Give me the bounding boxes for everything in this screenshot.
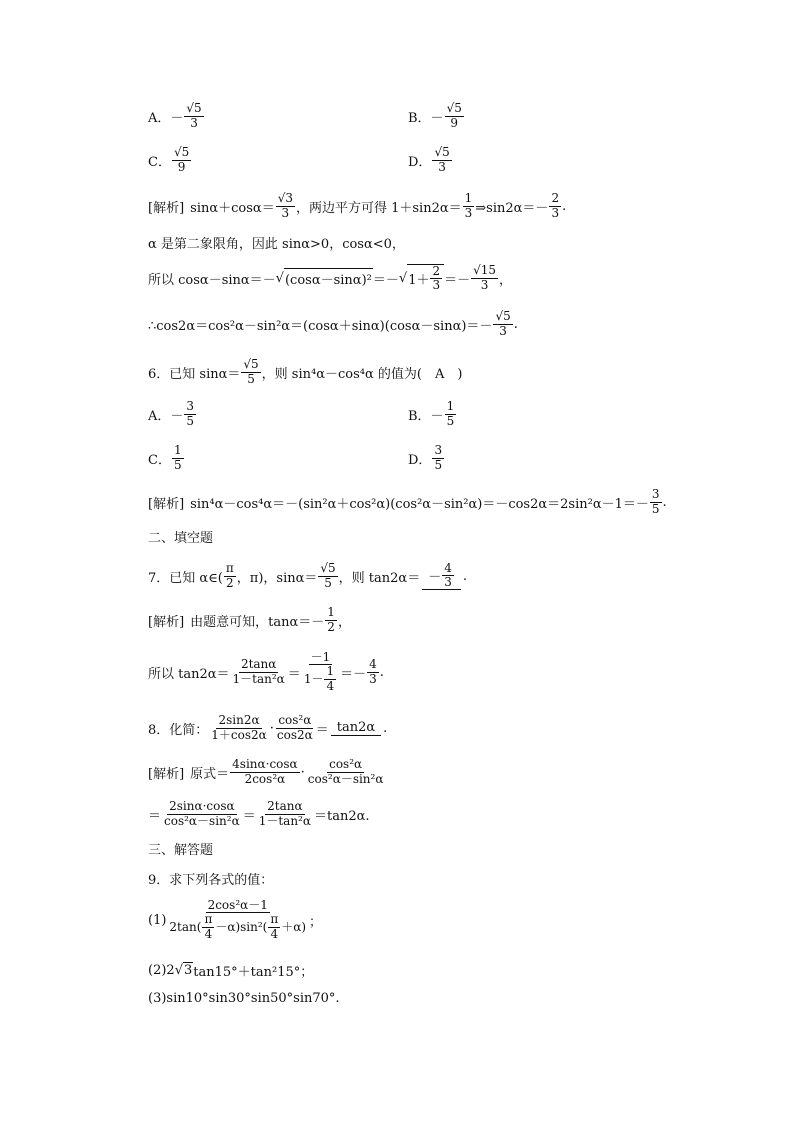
q5-solution-line3: 所以 cosα－sinα＝－ √ (cosα－sinα)² ＝－ √ 1＋ $\frac{2}{3}$ ＝－ $\frac{√15}{3}$ ， bbox=[148, 263, 513, 292]
q5-option-b: B．－ $\frac{√5}{9}$ bbox=[408, 101, 462, 130]
analysis-tag: [解析] bbox=[148, 200, 185, 216]
analysis-tag: [解析] bbox=[148, 766, 185, 782]
q8-solution-line1: [解析] 原式＝ $\frac{4\sin\alpha\cdot\cos\alpha}{\text{2cos²α}}$ · $\frac{\text{cos²α}}{\text{cos²α－sin²α}}$ bbox=[148, 757, 384, 786]
square-root: √ 3 bbox=[174, 962, 193, 978]
fraction: $\frac{\pi}{2}$ bbox=[225, 561, 234, 590]
fraction: $\frac{1}{5}$ bbox=[173, 443, 182, 472]
q6-solution: [解析] sin⁴α－cos⁴α＝－(sin²α＋cos²α)(cos²α－sin²α)＝－cos2α＝2sin²α－1＝－ $\frac{3}{5}$ . bbox=[148, 487, 667, 516]
fraction: $\frac{\pi}{4}$ bbox=[204, 912, 213, 941]
square-root: √ (cosα－sinα)² bbox=[276, 268, 373, 288]
fraction: $\frac{1}{4}$ bbox=[326, 664, 335, 693]
q7-solution-line2: 所以 tan2α＝ $\frac{2\tan\alpha}{\text{1－tan²α}}$ ＝ －1 1－ $\frac{1}{4}$ ＝－ $\frac{4}{3}$ . bbox=[148, 650, 384, 693]
fraction: $\frac{√5}{3}$ bbox=[434, 145, 450, 174]
fraction: $\frac{√5}{9}$ bbox=[446, 101, 462, 130]
q9-part2: (2)2 √ 3 tan15°＋tan²15°； bbox=[148, 962, 314, 980]
q5-solution-line4: ∴cos2α＝cos²α－sin²α＝(cosα＋sinα)(cosα－sinα)＝－ $\frac{√5}{3}$ . bbox=[148, 309, 518, 338]
fraction: $\frac{3}{5}$ bbox=[434, 443, 443, 472]
fraction: $\frac{4}{3}$ bbox=[369, 657, 377, 686]
fraction: $\frac{2\tan\alpha}{\text{1－tan²α}}$ bbox=[232, 657, 285, 686]
fraction: $\frac{√3}{3}$ bbox=[277, 191, 293, 220]
q9-part1: (1) 2cos²α－1 2tan( $\frac{\pi}{4}$ －α)sin²( $\frac{\pi}{4}$ ＋α) ； bbox=[148, 898, 323, 941]
q5-option-a: A．－ $\frac{√5}{3}$ bbox=[148, 101, 202, 130]
fraction: $\frac{4\sin\alpha\cdot\cos\alpha}{\text{2cos²α}}$ bbox=[232, 757, 298, 786]
fraction: $\frac{3}{5}$ bbox=[651, 487, 660, 516]
fraction: $\frac{√5}{5}$ bbox=[320, 561, 336, 590]
q6-option-d: D． $\frac{3}{5}$ bbox=[408, 443, 443, 472]
square-root: √ 1＋ $\frac{2}{3}$ bbox=[399, 264, 444, 292]
fraction: 2cos²α－1 2tan( $\frac{\pi}{4}$ －α)sin²( $\frac{\pi}{4}$ ＋α) bbox=[169, 898, 307, 941]
section-heading-answer: 三、解答题 bbox=[148, 842, 214, 858]
q7-stem: 7．已知 α∈( $\frac{\pi}{2}$ ，π)，sinα＝ $\frac{√5}{5}$ ，则 tan2α＝ － $\frac{4}{3}$ . bbox=[148, 560, 467, 590]
q6-option-b: B．－ $\frac{1}{5}$ bbox=[408, 399, 455, 428]
fraction: $\frac{√15}{3}$ bbox=[473, 263, 497, 292]
fraction: $\frac{2}{3}$ bbox=[432, 263, 441, 292]
analysis-tag: [解析] bbox=[148, 496, 185, 512]
q7-solution-line1: [解析] 由题意可知，tanα＝－ $\frac{1}{2}$ ， bbox=[148, 605, 351, 634]
fraction: $\frac{\pi}{4}$ bbox=[270, 912, 279, 941]
fraction: $\frac{2\sin\alpha\cdot\cos\alpha}{\text{cos²α－sin²α}}$ bbox=[164, 799, 240, 828]
section-heading-fill-in: 二、填空题 bbox=[148, 530, 214, 546]
fraction: $\frac{2}{3}$ bbox=[551, 191, 560, 220]
q5-solution-line2: α 是第二象限角，因此 sinα>0，cosα<0， bbox=[148, 236, 405, 252]
q9-stem: 9．求下列各式的值： bbox=[148, 872, 274, 888]
answer-blank: － $\frac{4}{3}$ bbox=[422, 562, 461, 590]
fraction: $\frac{\text{cos²α}}{\text{cos²α－sin²α}}$ bbox=[307, 757, 384, 786]
q5-solution-line1: [解析] sinα＋cosα＝ $\frac{√3}{3}$ ，两边平方可得 1＋sin2α＝ $\frac{1}{3}$ ⇒sin2α＝－ $\frac{2}{3}$ . bbox=[148, 191, 567, 220]
q8-stem: 8．化简： $\frac{2\sin 2\alpha}{1+\cos 2\alpha}$ · $\frac{\text{cos²α}}{\cos 2\alpha}$ ＝ tan2α . bbox=[148, 713, 388, 742]
fraction: $\frac{3}{5}$ bbox=[186, 399, 195, 428]
fraction: $\frac{1}{3}$ bbox=[464, 191, 473, 220]
q8-solution-line2: ＝ $\frac{2\sin\alpha\cdot\cos\alpha}{\text{cos²α－sin²α}}$ ＝ $\frac{2\tan\alpha}{\text{1－tan²α}}$ ＝tan2α. bbox=[148, 799, 370, 828]
fraction: －1 1－ $\frac{1}{4}$ bbox=[303, 650, 335, 693]
q9-part3: (3)sin10°sin30°sin50°sin70°. bbox=[148, 990, 340, 1006]
fraction: $\frac{2\tan\alpha}{\text{1－tan²α}}$ bbox=[258, 799, 311, 828]
fraction: $\frac{\text{cos²α}}{\cos 2\alpha}$ bbox=[276, 713, 313, 742]
fraction: $\frac{1}{5}$ bbox=[446, 399, 455, 428]
analysis-tag: [解析] bbox=[148, 614, 185, 630]
answer-blank: tan2α bbox=[331, 720, 381, 736]
fraction: $\frac{4}{3}$ bbox=[444, 560, 452, 589]
fraction: $\frac{√5}{9}$ bbox=[173, 145, 190, 174]
q5-option-c: C． $\frac{√5}{9}$ bbox=[148, 145, 190, 174]
q6-option-c: C． $\frac{1}{5}$ bbox=[148, 443, 182, 472]
q6-stem: 6．已知 sinα＝ $\frac{√5}{5}$ ，则 sin⁴α－cos⁴α 的值为( A ) bbox=[148, 357, 463, 386]
fraction: $\frac{√5}{3}$ bbox=[495, 309, 511, 338]
fraction: $\frac{√5}{3}$ bbox=[186, 101, 202, 130]
q6-option-a: A．－ $\frac{3}{5}$ bbox=[148, 399, 195, 428]
q5-option-d: D． $\frac{√5}{3}$ bbox=[408, 145, 450, 174]
fraction: $\frac{√5}{5}$ bbox=[243, 357, 259, 386]
fraction: $\frac{2\sin 2\alpha}{1+\cos 2\alpha}$ bbox=[211, 713, 267, 742]
fraction: $\frac{1}{2}$ bbox=[327, 605, 335, 634]
